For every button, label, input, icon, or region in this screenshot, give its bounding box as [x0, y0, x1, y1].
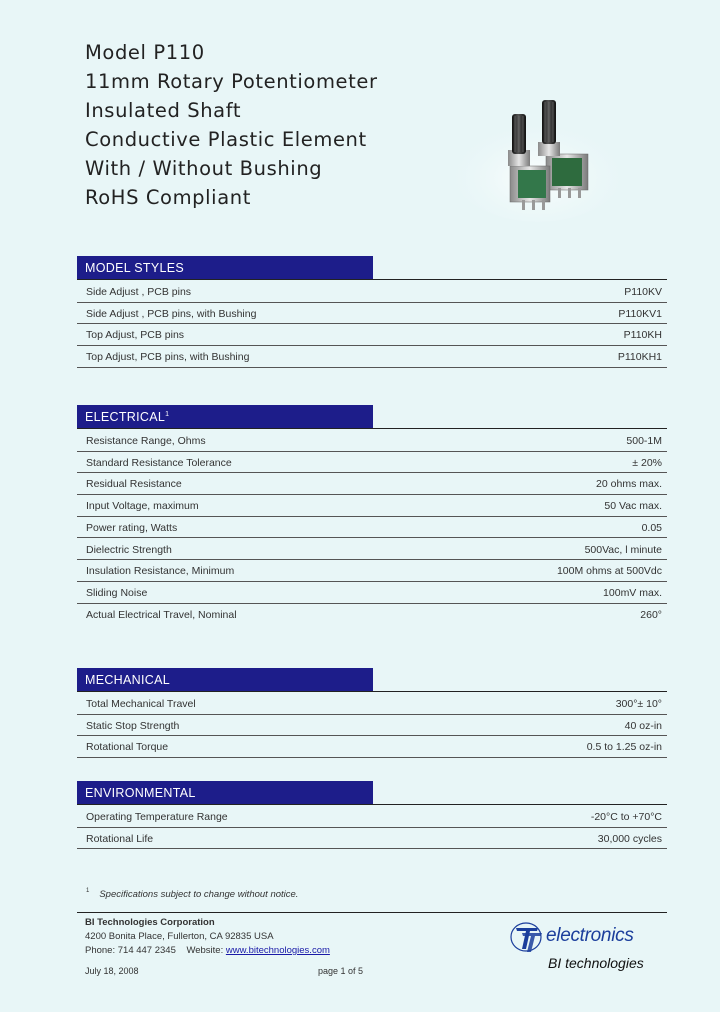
title-line: Conductive Plastic Element	[85, 128, 367, 151]
row-value: P110KH	[623, 329, 662, 342]
row-label: Input Voltage, maximum	[86, 500, 199, 513]
row-value: -20°C to +70°C	[590, 811, 662, 823]
section-rule	[77, 691, 667, 692]
title-line: 11mm Rotary Potentiometer	[85, 70, 378, 93]
company-info	[85, 916, 330, 958]
row-value: 260°	[640, 608, 662, 621]
section-rule	[77, 804, 667, 805]
electrical-heading: ELECTRICAL$^1$	[77, 405, 373, 428]
table-row	[77, 517, 667, 539]
model-styles-heading: MODEL STYLES	[77, 256, 373, 279]
row-label: Dielectric Strength	[86, 543, 172, 556]
table-row	[77, 452, 667, 474]
tt-electronics-logo	[508, 917, 668, 977]
row-value: 30,000 cycles	[597, 832, 662, 845]
row-value: ± 20%	[632, 456, 662, 469]
row-value: 300°± 10°	[615, 698, 662, 710]
title-line: With / Without Bushing	[85, 157, 323, 180]
row-label: Top Adjust, PCB pins, with Bushing	[86, 351, 250, 364]
row-label: Static Stop Strength	[86, 719, 180, 732]
row-label: Operating Temperature Range	[86, 811, 228, 823]
company-contact	[85, 944, 330, 958]
potentiometer-image	[448, 92, 628, 222]
company-address: 4200 Bonita Place, Fullerton, CA 92835 USA	[85, 931, 274, 942]
row-label: Power rating, Watts	[86, 521, 178, 534]
table-row	[77, 560, 667, 582]
title-line: Model P110	[85, 41, 205, 64]
product-title-block	[85, 38, 378, 212]
logo-brand-text: electronics	[546, 925, 634, 946]
row-label: Sliding Noise	[86, 586, 148, 599]
website-label: Website:	[186, 945, 224, 956]
table-row	[77, 715, 667, 737]
row-label: Side Adjust , PCB pins	[86, 286, 192, 298]
row-value: P110KV1	[618, 307, 662, 320]
row-label: Resistance Range, Ohms	[86, 435, 206, 447]
row-value: 0.05	[641, 521, 662, 534]
row-value: 100M ohms at 500Vdc	[556, 565, 662, 578]
table-row	[77, 582, 667, 604]
footnote: $^1$ Specifications subject to change without notice.	[86, 888, 299, 900]
table-row	[77, 539, 667, 561]
row-label: Insulation Resistance, Minimum	[86, 565, 235, 578]
title-line: Insulated Shaft	[85, 99, 242, 122]
row-value: P110KH1	[617, 351, 662, 364]
page-number: page 1 of 5	[318, 966, 364, 976]
row-value: 0.5 to 1.25 oz-in	[586, 741, 662, 754]
table-row	[77, 430, 667, 452]
row-value: 100mV max.	[603, 586, 662, 599]
table-row	[77, 736, 667, 758]
row-label: Top Adjust, PCB pins	[86, 329, 185, 342]
row-value: P110KV	[624, 286, 662, 298]
table-row	[77, 346, 667, 368]
environmental-heading: ENVIRONMENTAL	[77, 781, 373, 804]
table-row	[77, 473, 667, 495]
table-row	[77, 303, 667, 325]
table-row	[77, 324, 667, 346]
website-link[interactable]: www.bitechnologies.com	[225, 945, 330, 956]
section-rule	[77, 428, 667, 429]
table-row	[77, 495, 667, 517]
table-row	[77, 828, 667, 850]
document-date: July 18, 2008	[85, 966, 139, 976]
row-value: 20 ohms max.	[596, 478, 662, 491]
row-value: 500-1M	[626, 435, 662, 447]
row-value: 50 Vac max.	[604, 500, 662, 513]
tt-logo-icon	[508, 919, 548, 955]
table-row	[77, 693, 667, 715]
row-label: Actual Electrical Travel, Nominal	[86, 608, 237, 621]
row-label: Residual Resistance	[86, 478, 182, 491]
table-row	[77, 806, 667, 828]
row-value: 500Vac, l minute	[584, 543, 662, 556]
title-line: RoHS Compliant	[85, 186, 251, 209]
row-label: Total Mechanical Travel	[86, 698, 196, 710]
footer-rule	[77, 912, 667, 913]
row-label: Standard Resistance Tolerance	[86, 456, 232, 469]
mechanical-heading: MECHANICAL	[77, 668, 373, 691]
logo-subtitle: BI technologies	[548, 955, 644, 971]
table-row	[77, 281, 667, 303]
section-rule	[77, 279, 667, 280]
row-label: Rotational Life	[86, 832, 154, 845]
company-name: BI Technologies Corporation	[85, 917, 215, 928]
table-row	[77, 604, 667, 626]
row-label: Side Adjust , PCB pins, with Bushing	[86, 307, 257, 320]
row-value: 40 oz-in	[624, 719, 662, 732]
phone-number: Phone: 714 447 2345	[85, 945, 176, 956]
row-label: Rotational Torque	[86, 741, 169, 754]
